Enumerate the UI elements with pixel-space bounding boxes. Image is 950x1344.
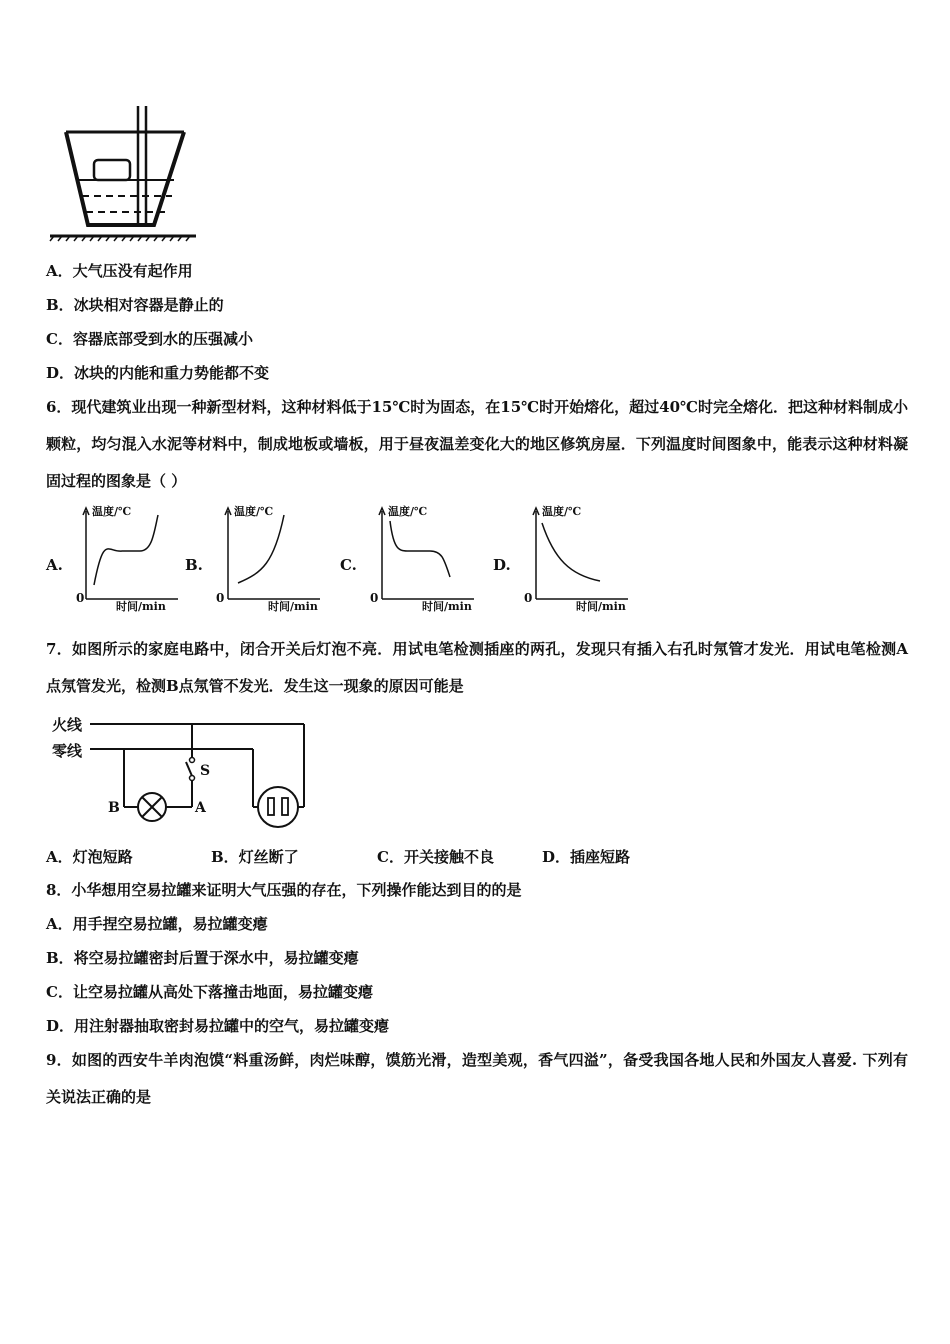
switch-label: S: [200, 763, 211, 779]
q8-option-d: D．用注射器抽取密封易拉罐中的空气，易拉罐变瘪: [46, 1017, 390, 1035]
graph-xlabel: 时间/min: [268, 600, 318, 613]
graph-origin: 0: [370, 591, 379, 605]
neutral-wire-label: 零线: [52, 742, 83, 760]
graph-ylabel: 温度/℃: [234, 505, 274, 518]
point-a-label: A: [195, 800, 206, 816]
q5-option-c: C．容器底部受到水的压强减小: [46, 330, 253, 348]
q6-stem: 6．现代建筑业出现一种新型材料，这种材料低于15℃时为固态，在15℃时开始熔化，超过40℃时完全熔化．把这种材料制成小颗粒，均匀混入水泥等材料中，制成地板或墙板，用于昼夜温差变化大的地区修筑房屋．下列温度时间图象中，能表示这种材料凝固过程的图象是（ ）: [46, 398, 908, 490]
ice-container-figure: [46, 100, 206, 242]
q8-option-c: C．让空易拉罐从高处下落撞击地面，易拉罐变瘪: [46, 983, 373, 1001]
graph-label: D.: [493, 556, 511, 574]
graph-label: C.: [340, 556, 357, 574]
q7-option-c: C．开关接触不良: [377, 848, 494, 866]
graph-ylabel: 温度/℃: [92, 505, 132, 518]
q5-option-b: B．冰块相对容器是静止的: [46, 296, 224, 314]
graph-xlabel: 时间/min: [576, 600, 626, 613]
q7-stem: 7．如图所示的家庭电路中，闭合开关后灯泡不亮．用试电笔检测插座的两孔，发现只有插入右孔时氖管才发光．用试电笔检测A点氖管发光，检测B点氖管不发光．发生这一现象的原因可能是: [46, 640, 908, 695]
circuit-diagram: [46, 710, 316, 835]
graph-b-plot: [212, 503, 327, 611]
q5-option-a: A．大气压没有起作用: [46, 262, 193, 280]
graph-label: B.: [185, 556, 203, 574]
live-wire-label: 火线: [52, 716, 83, 734]
graph-origin: 0: [216, 591, 225, 605]
q8-stem: 8．小华想用空易拉罐来证明大气压强的存在，下列操作能达到目的的是: [46, 881, 522, 899]
graph-origin: 0: [76, 591, 85, 605]
q9-stem: 9．如图的西安牛羊肉泡馍“料重汤鲜，肉烂味醇，馍筋光滑，造型美观，香气四溢”，备受我国各地人民和外国友人喜爱. 下列有关说法正确的是: [46, 1051, 908, 1106]
q7-option-d: D．插座短路: [542, 848, 631, 866]
q8-option-b: B．将空易拉罐密封后置于深水中，易拉罐变瘪: [46, 949, 359, 967]
graph-a-plot: [70, 503, 185, 611]
graph-c-plot: [366, 503, 481, 611]
graph-d-plot: [520, 503, 635, 611]
graph-label: A.: [46, 556, 63, 574]
graph-ylabel: 温度/℃: [542, 505, 582, 518]
q5-option-d: D．冰块的内能和重力势能都不变: [46, 364, 270, 382]
graph-xlabel: 时间/min: [422, 600, 472, 613]
point-b-label: B: [108, 800, 120, 816]
graph-ylabel: 温度/℃: [388, 505, 428, 518]
q8-option-a: A．用手捏空易拉罐，易拉罐变瘪: [46, 915, 268, 933]
q7-option-a: A．灯泡短路: [46, 848, 133, 866]
graph-xlabel: 时间/min: [116, 600, 166, 613]
graph-origin: 0: [524, 591, 533, 605]
q7-option-b: B．灯丝断了: [211, 848, 299, 866]
